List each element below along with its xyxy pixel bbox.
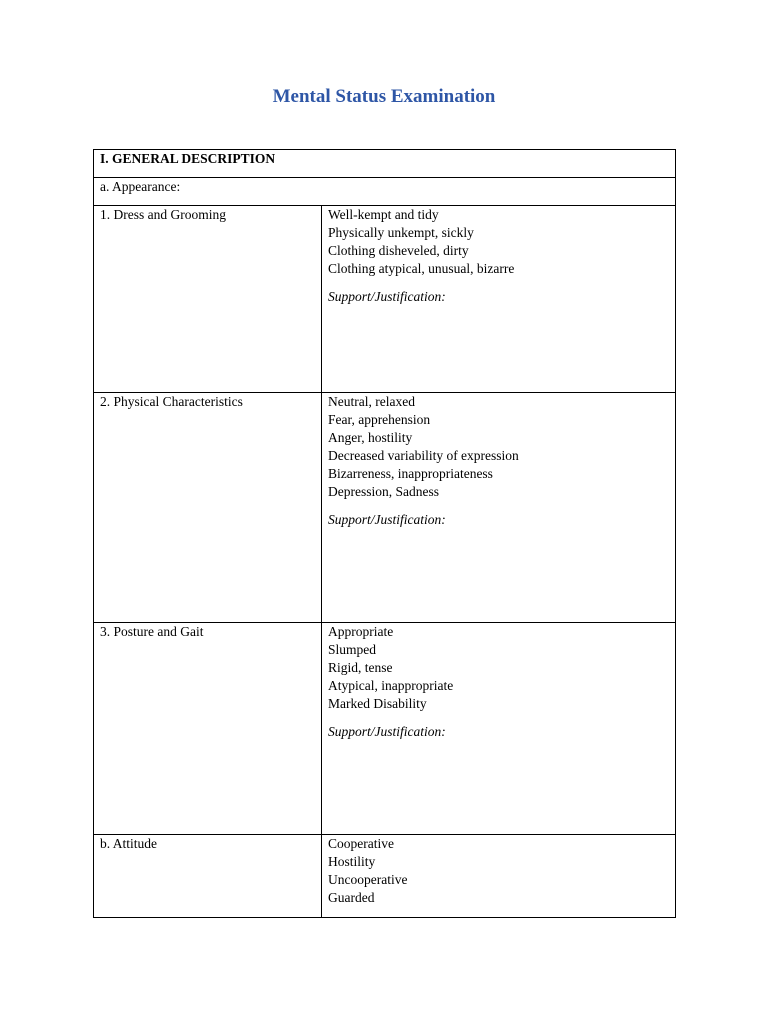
row-label: 2. Physical Characteristics: [94, 393, 322, 623]
row-label: 3. Posture and Gait: [94, 623, 322, 835]
row-options: [322, 393, 676, 623]
option-item: Guarded: [328, 890, 375, 905]
option-item: Hostility: [328, 854, 376, 869]
row-options: [322, 623, 676, 835]
option-item: Rigid, tense: [328, 660, 393, 675]
option-item: Physically unkempt, sickly: [328, 225, 474, 240]
table-row: [94, 206, 676, 393]
page-title: Mental Status Examination: [272, 86, 496, 107]
row-label: 1. Dress and Grooming: [94, 206, 322, 393]
option-item: Cooperative: [328, 836, 394, 851]
row-options: [322, 206, 676, 393]
option-item: Clothing atypical, unusual, bizarre: [328, 261, 515, 276]
support-justification-label: Support/Justification:: [328, 289, 446, 304]
option-item: Marked Disability: [328, 696, 427, 711]
mse-table: [93, 149, 676, 918]
support-justification-label: Support/Justification:: [328, 724, 446, 739]
option-item: Anger, hostility: [328, 430, 413, 445]
subsection-appearance: a. Appearance:: [94, 178, 676, 206]
option-item: Clothing disheveled, dirty: [328, 243, 469, 258]
subsection-row: [94, 178, 676, 206]
section-heading: I. GENERAL DESCRIPTION: [94, 150, 676, 178]
option-item: Bizarreness, inappropriateness: [328, 466, 493, 481]
option-item: Atypical, inappropriate: [328, 678, 454, 693]
support-justification-label: Support/Justification:: [328, 512, 446, 527]
option-item: Uncooperative: [328, 872, 408, 887]
option-item: Appropriate: [328, 624, 394, 639]
row-options: [322, 835, 676, 918]
option-item: Neutral, relaxed: [328, 394, 415, 409]
table-row: [94, 393, 676, 623]
row-label: b. Attitude: [94, 835, 322, 918]
table-row: [94, 623, 676, 835]
section-header-row: [94, 150, 676, 178]
option-item: Slumped: [328, 642, 377, 657]
option-item: Fear, apprehension: [328, 412, 431, 427]
option-item: Decreased variability of expression: [328, 448, 519, 463]
table-row: [94, 835, 676, 918]
option-item: Depression, Sadness: [328, 484, 439, 499]
option-item: Well-kempt and tidy: [328, 207, 439, 222]
